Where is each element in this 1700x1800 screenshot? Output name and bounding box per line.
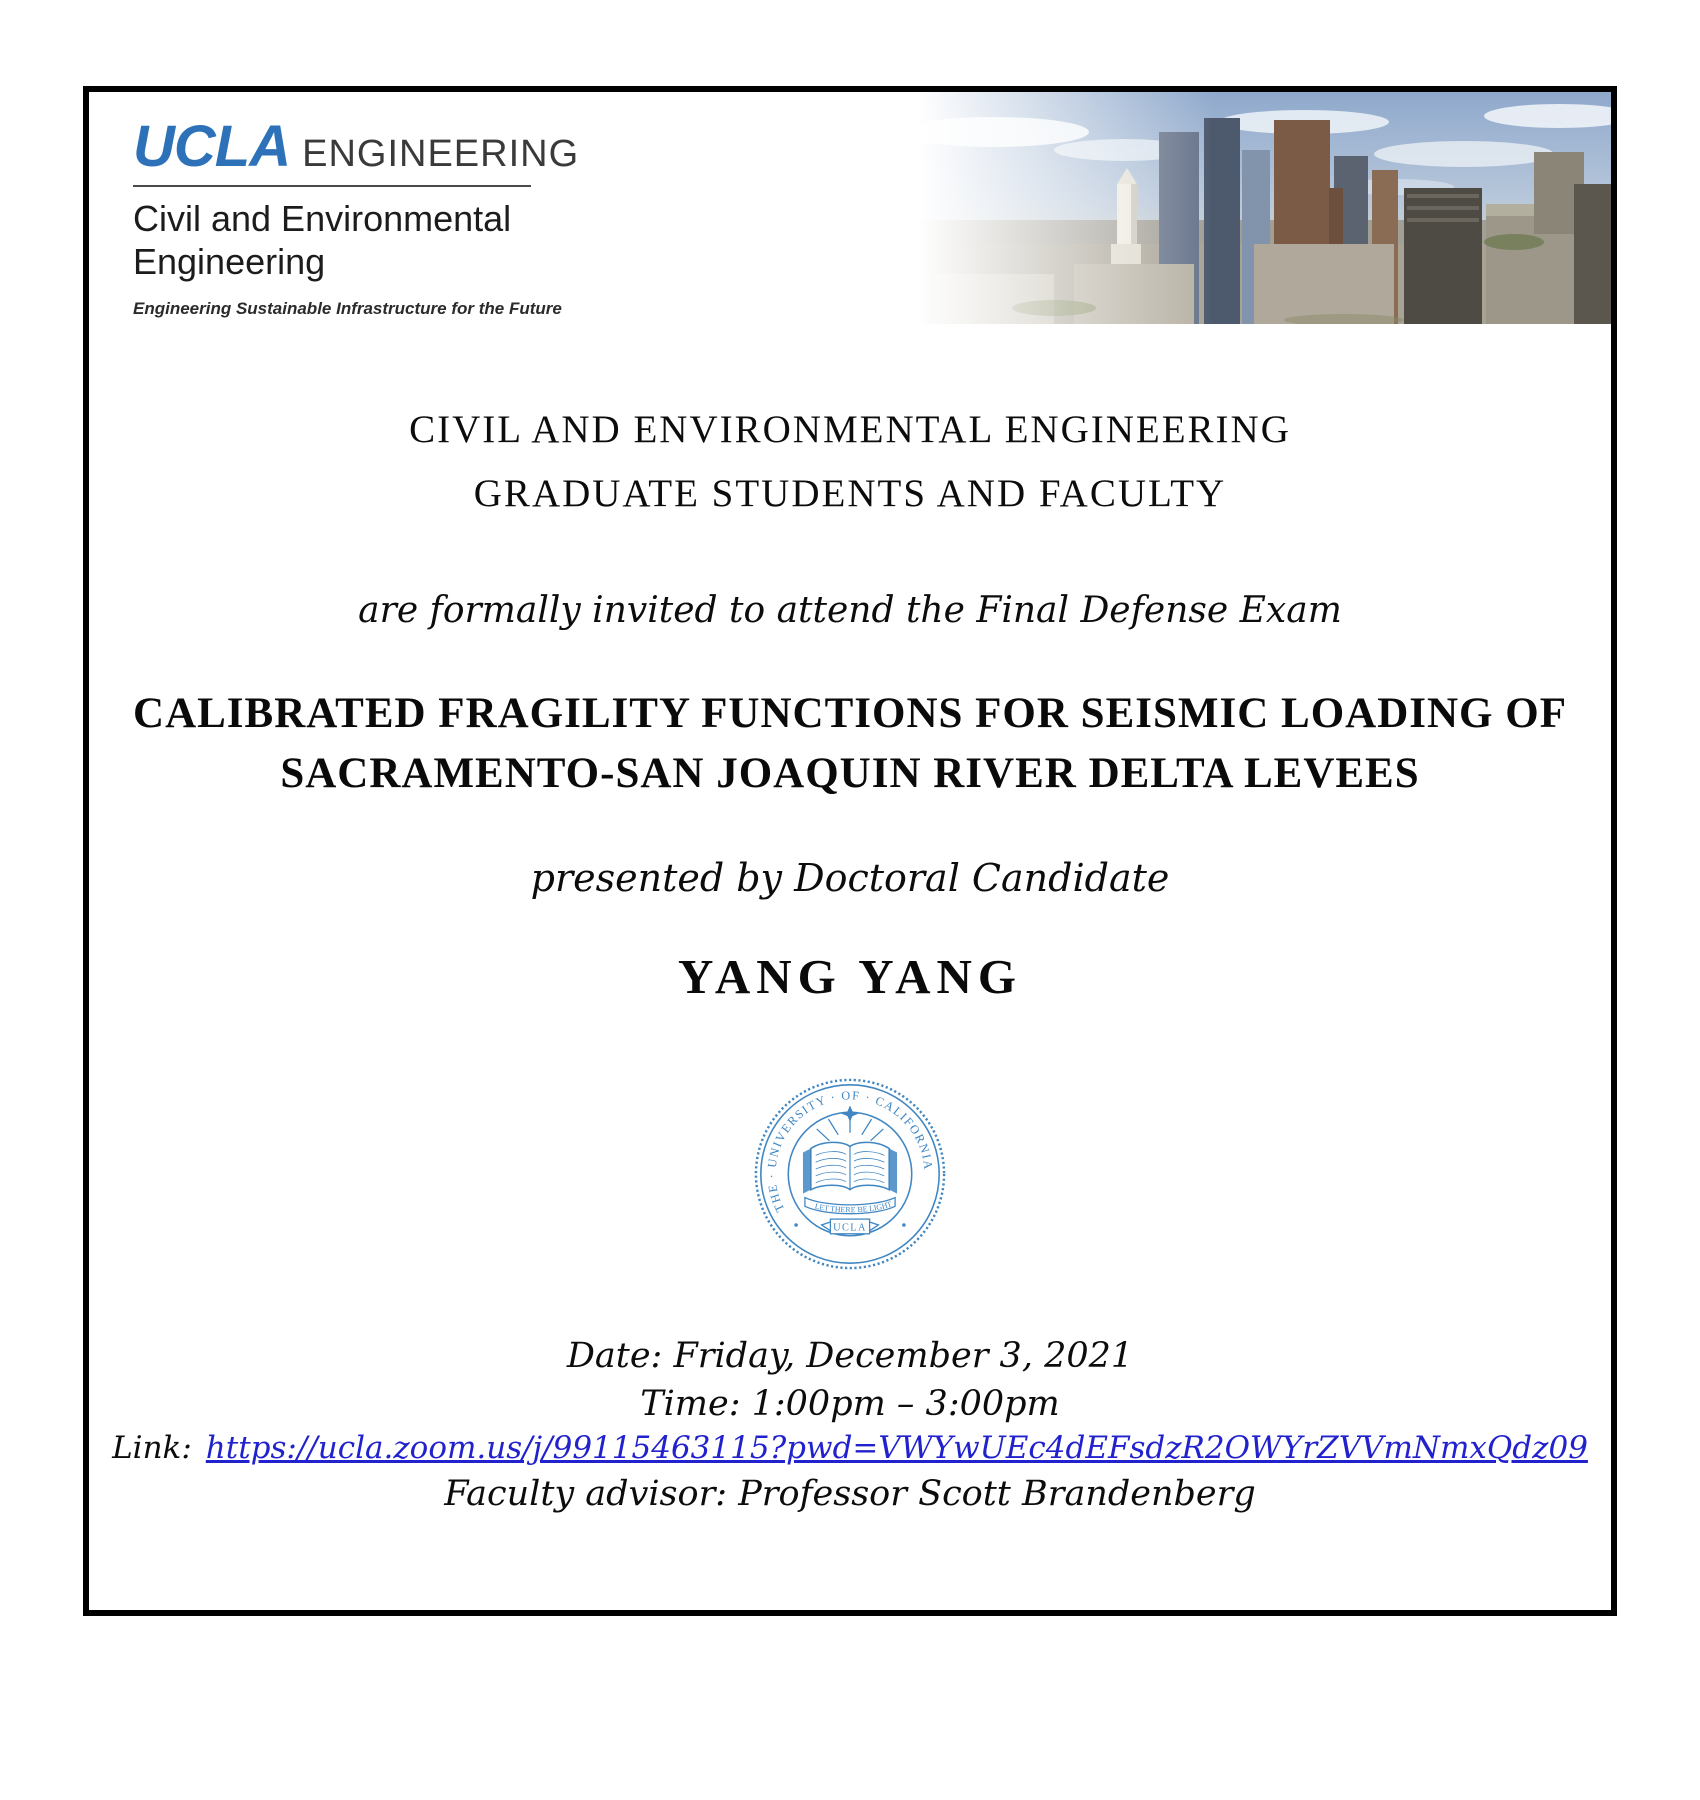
ucla-seal-graphic xyxy=(752,1076,948,1272)
ucla-engineering-logo xyxy=(133,114,580,319)
zoom-meeting-link[interactable]: https://ucla.zoom.us/j/99115463115?pwd=VWYwUEc4dEFsdzR2OWYrZVVmNmxQdz09 xyxy=(205,1430,1588,1466)
logo-wordmark-row xyxy=(133,114,580,179)
seal-motto-text: LET THERE BE LIGHT xyxy=(813,1199,894,1215)
audience-line2: GRADUATE STUDENTS AND FACULTY xyxy=(473,472,1227,515)
presented-by-line: presented by Doctoral Candidate xyxy=(530,856,1170,900)
faculty-advisor: Faculty advisor: Professor Scott Brandenberg xyxy=(444,1474,1256,1514)
seal-ring-text: THE · UNIVERSITY · OF · CALIFORNIA xyxy=(764,1088,936,1215)
audience-line1: CIVIL AND ENVIRONMENTAL ENGINEERING xyxy=(409,408,1291,451)
event-date: Date: Friday, December 3, 2021 xyxy=(566,1336,1134,1376)
dissertation-title-line2: SACRAMENTO-SAN JOAQUIN RIVER DELTA LEVEES xyxy=(280,750,1420,797)
engineering-wordmark: ENGINEERING xyxy=(302,133,580,175)
ucla-wordmark: UCLA xyxy=(133,114,291,179)
logo-divider xyxy=(133,185,531,187)
department-name-line1: Civil and Environmental xyxy=(133,198,512,239)
department-tagline: Engineering Sustainable Infrastructure for the Future xyxy=(133,299,562,319)
seal-star-icon xyxy=(842,1105,859,1122)
skyline-graphic xyxy=(874,92,1611,324)
zoom-link-row xyxy=(89,1430,1611,1466)
invitation-line: are formally invited to attend the Final Defense Exam xyxy=(358,590,1342,631)
dissertation-title-line1: CALIBRATED FRAGILITY FUNCTIONS FOR SEISMIC LOADING OF xyxy=(133,690,1567,737)
link-label: Link: xyxy=(112,1430,192,1466)
la-skyline-image xyxy=(874,92,1611,324)
event-time: Time: 1:00pm – 3:00pm xyxy=(640,1384,1060,1424)
candidate-name: YANG YANG xyxy=(678,949,1022,1004)
seal-ucla-text: UCLA xyxy=(833,1222,867,1234)
department-name-line2: Engineering xyxy=(133,241,326,283)
ucla-seal xyxy=(752,1076,948,1272)
flyer-border xyxy=(83,86,1617,1616)
